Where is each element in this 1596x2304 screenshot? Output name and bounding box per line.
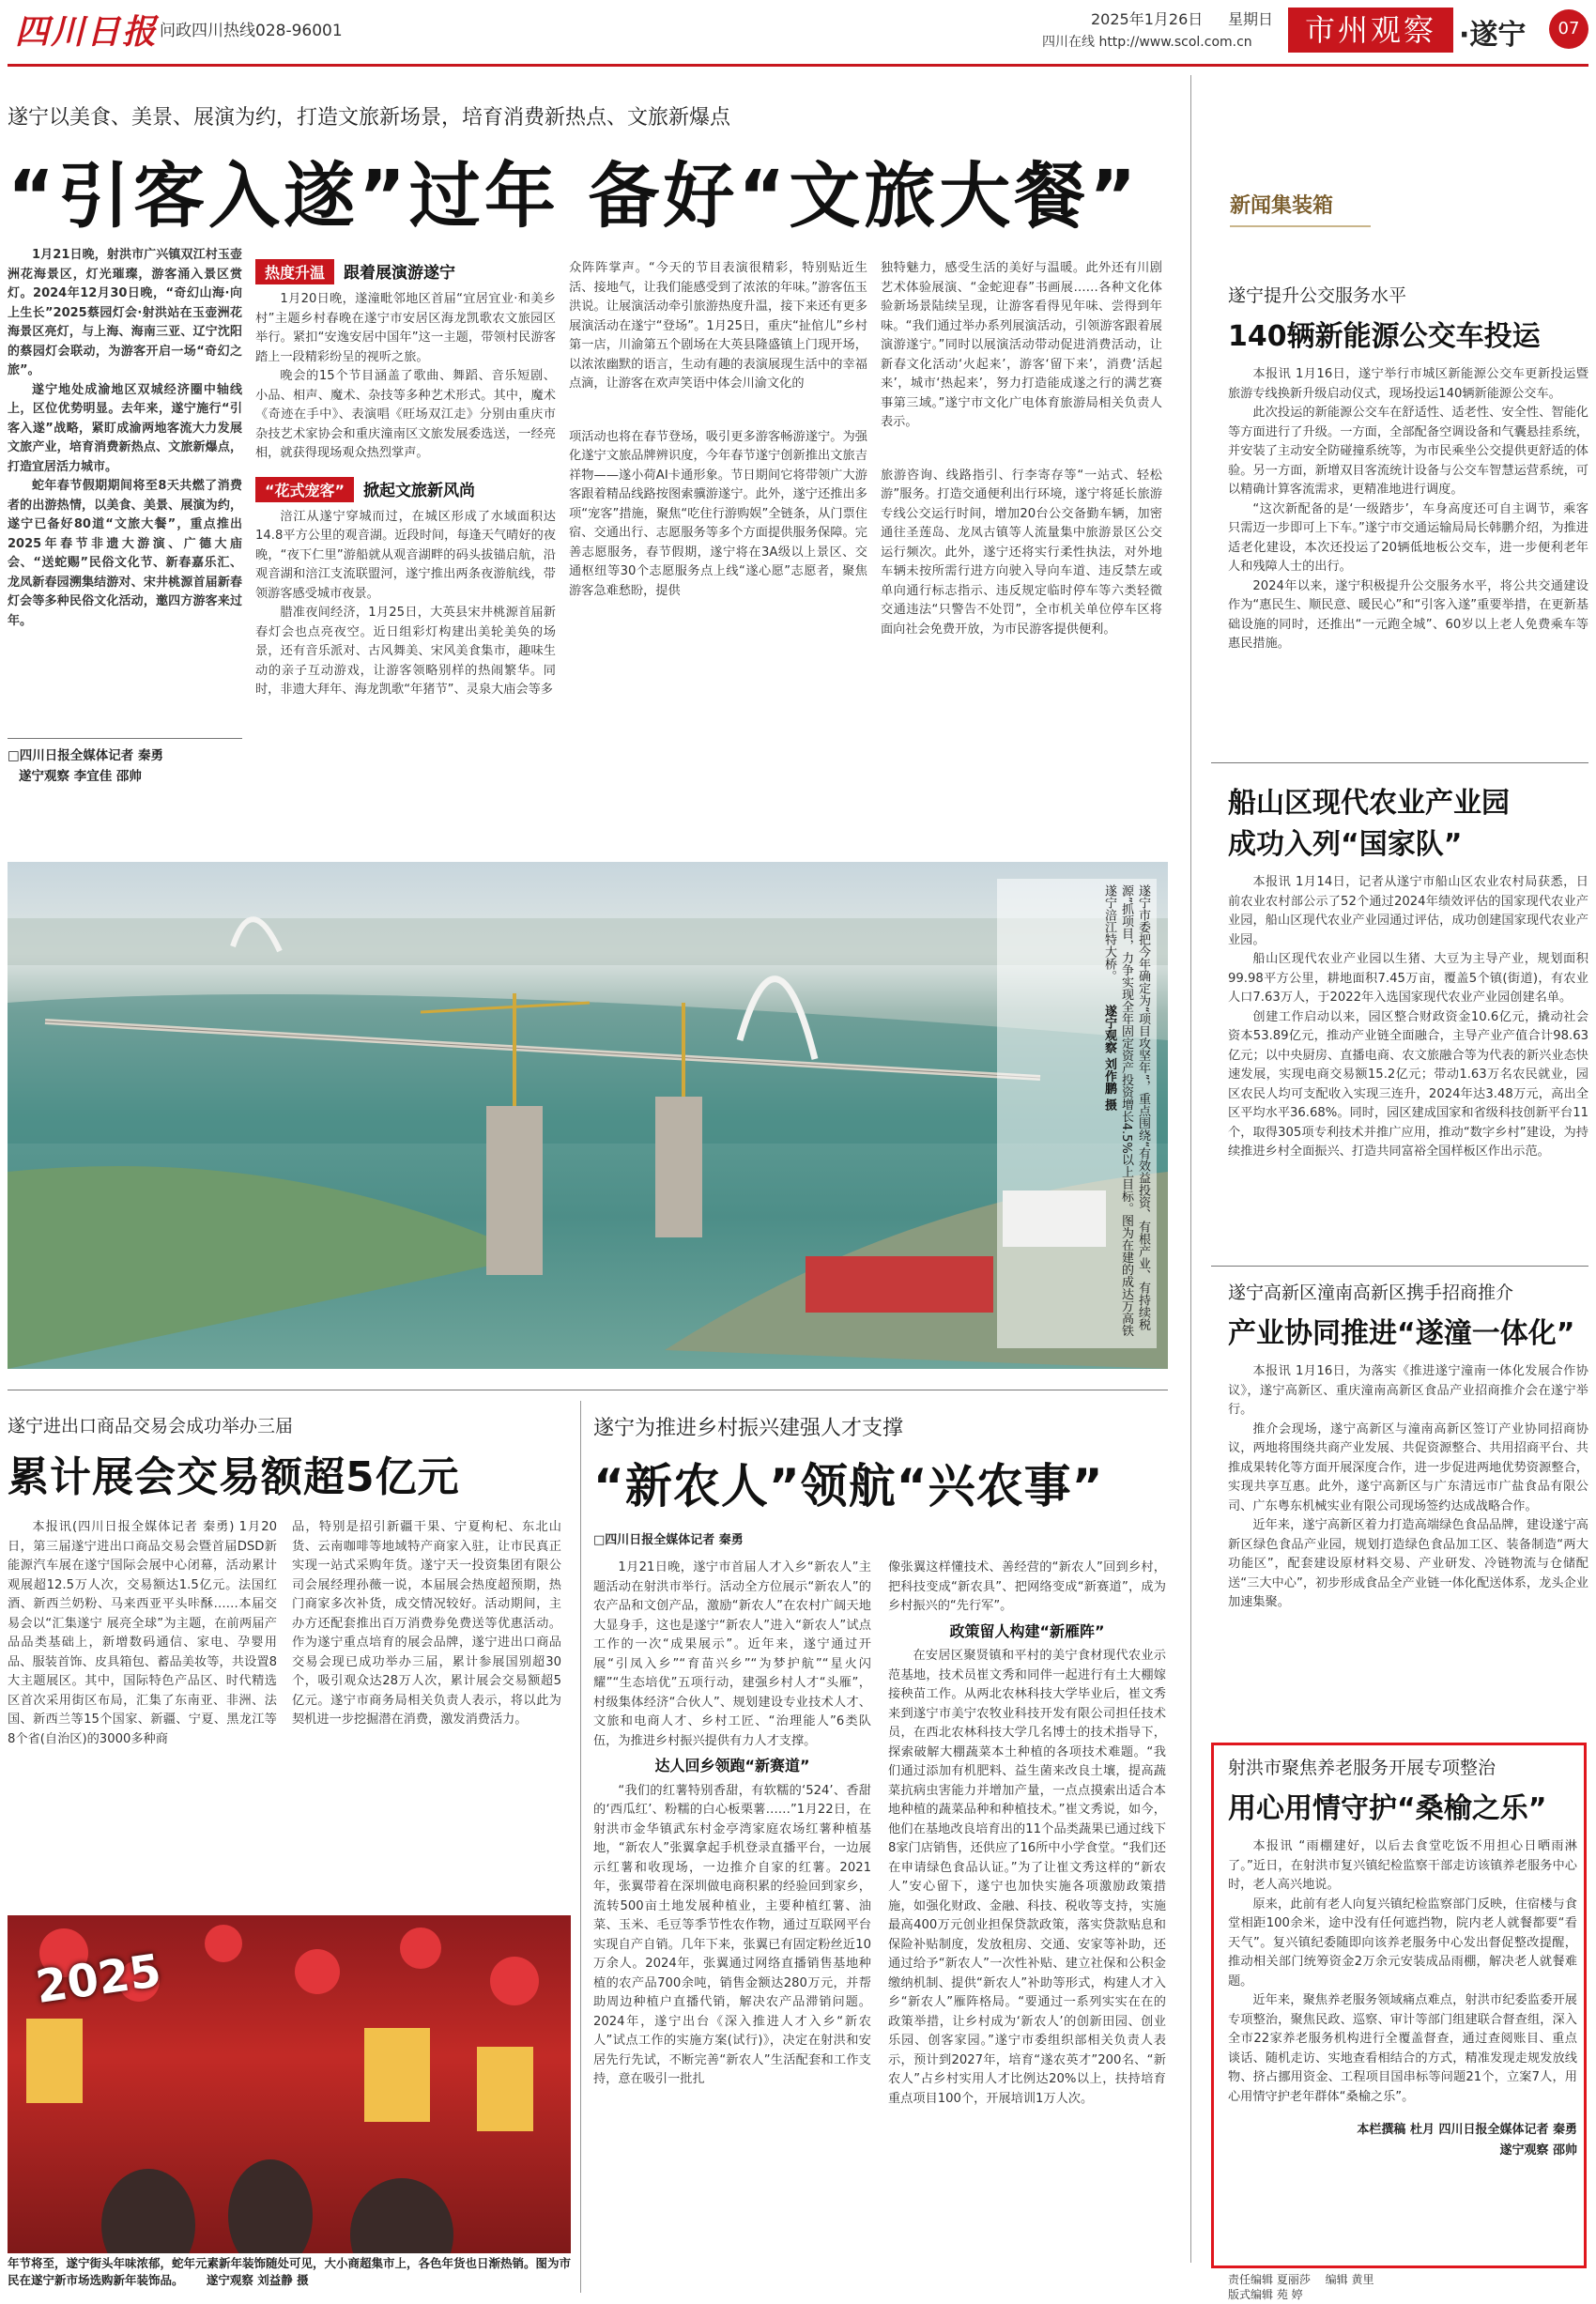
section-name: 市州观察 <box>1288 8 1453 53</box>
photo-caption <box>997 879 1157 1348</box>
editor-line: 版式编辑 苑 婷 <box>1228 2288 1303 2301</box>
editor-line: 编辑 黄里 <box>1325 2273 1374 2286</box>
lead-kicker: 遂宁以美食、美景、展演为约，打造文旅新场景，培育消费新热点、文旅新爆点 <box>8 106 731 130</box>
newspaper-logo: 四川日报 <box>15 12 159 52</box>
story-kicker: 遂宁高新区潼南高新区携手招商推介 <box>1228 1283 1514 1303</box>
story-title: 140辆新能源公交车投运 <box>1228 320 1541 353</box>
editor-line: 责任编辑 夏丽莎 <box>1228 2273 1311 2286</box>
column-divider <box>1190 75 1191 2263</box>
section-label: “花式宠客” <box>255 477 354 502</box>
lead-byline <box>8 745 242 787</box>
farmer-story <box>593 1412 1168 2109</box>
side-story-agri-park <box>1228 779 1588 1162</box>
story-title: 船山区现代农业产业园成功入列“国家队” <box>1228 787 1510 861</box>
paragraph: 本报讯 1月14日，记者从遂宁市船山区农业农村局获悉，日前农业农村部公示了52个通过2024年绩效评估的国家现代农业产业园，船山区现代农业产业园通过评估，成功创建国家现代农业产业园。 <box>1228 875 1588 947</box>
new-year-market-photo <box>8 1915 571 2267</box>
story-kicker: 遂宁为推进乡村振兴建强人才支撑 <box>593 1417 904 1440</box>
side-story-hightech <box>1228 1279 1588 1613</box>
editor-credits <box>1228 2272 1588 2302</box>
byline-line: 遂宁观察 李宜佳 邵帅 <box>19 769 142 784</box>
paragraph: 1月20日晚，遂潼毗邻地区首届“宜居宜业·和美乡村”主题乡村春晚在遂宁市安居区海龙凯歌农文旅园区举行。紧扣“安逸安居中国年”这一主题，带领村民游客踏上一段精彩纷呈的视听之旅。 <box>255 292 556 364</box>
paragraph: 近年来，聚焦养老服务领域痛点难点，射洪市纪委监委开展专项整治，聚焦民政、巡察、审计等部门组建联合督查组，深入全市22家养老服务机构进行全覆盖督查，通过查阅账目、重点谈话、随机走访、实地查看相结合的方式，精准发现走规发放线物、挤占挪用资金、工程项目国串标等问题21个，立案7人，用心用情守护老年群体“桑榆之乐”。 <box>1228 1993 1577 2104</box>
byline-line: 遂宁观察 邵帅 <box>1499 2143 1577 2158</box>
paragraph: 像张翼这样懂技术、善经营的“新农人”回到乡村，把科技变成“新农具”、把网络变成“新赛道”，成为乡村振兴的“先行军”。 <box>888 1560 1166 1613</box>
subheading: 政策留人构建“新雁阵” <box>949 1621 1105 1640</box>
story-title: 产业协同推进“遂潼一体化” <box>1228 1317 1575 1350</box>
paragraph: 在安居区聚贤镇和平村的美宁食材现代农业示范基地，技术员崔文秀和同伴一起进行有土大棚嫁接秧苗工作。从两北农林科技大学毕业后，崔文秀来到遂宁市美宁农牧业科技开发有限公司担任技术员，在西北农林科技大学几名博士的技术指导下，探索破解大棚蔬菜本土种植的各项技术难题。“我们通过添加有机肥料、益生菌来改良土壤，提高蔬菜抗病虫害能力并增加产量，一点点摸索出适合本地种植的蔬菜品种和种植技术。”崔文秀说，如今，他们在基地改良培育出的11个品类蔬果已通过线下8家门店销售，还供应了16所中小学食堂。“我们还在申请绿色食品认证。”为了让崔文秀这样的“新农人”安心留下，遂宁也加快实施各项激励政策措施，如强化财政、金融、科技、税收等支持，实施最高400万元创业担保贷款政策，落实贷款贴息和保险补贴制度，发放租房、交通、安家等补助，还通过给予“新农人”一次性补贴、建立社保和公积金缴纳机制、提供“新农人”补助等形式，构建人才入乡“新农人”雁阵格局。“要通过一系列实实在在的政策举措，让乡村成为‘新农人’的创新田园、创业乐园、创客家园。”遂宁市委组织部相关负责人表示，预计到2027年，培育“遂农英才”200名、“新农人”占乡村实用人才比例达20%以上，扶持培育重点项目100个，开展培训1万人次。 <box>888 1649 1166 2106</box>
paragraph: 1月21日晚，遂宁市首届人才入乡“新农人”主题活动在射洪市举行。活动全方位展示“新农人”的农产品和文创产品，激励“新农人”在农村广阔天地大显身手，这也是遂宁“新农人”进入“新农人”试点工作的一次“成果展示”。近年来，遂宁通过开展“引凤入乡”“育苗兴乡”“为梦护航”“星火闪耀”“生态培优”五项行动，建强乡村人才“头雁”，村级集体经济“合伙人”、规划建设专业技术人才、文旅和电商人才、乡村工匠、“治理能人”6类队伍，为推进乡村振兴提供有力人才支撑。 <box>593 1560 871 1748</box>
photo-credit: 遂宁观察 刘益静 摄 <box>206 2273 309 2287</box>
lead-intro-column <box>8 246 242 631</box>
paragraph: 本报讯(四川日报全媒体记者 秦勇) 1月20日，第三届遂宁进出口商品交易会暨首届DSD新能源汽车展在遂宁国际会展中心闭幕，活动累计观展超12.5万人次，交易额达1.5亿元。法国红酒、新西兰奶粉、马来西亚平头咔酥……本届交易会以“汇集遂宁 展亮全球”为主题，在前两届产品品类基础上，新增数码通信、家电、孕婴用品、服装首饰、皮具箱包、蓄品美妆等，共设置8大主题展区。其中，国际特色产品区、时代精选区首次采用街区布局，汇集了东南亚、非洲、法国、新西兰等15个国家、新疆、宁夏、黑龙江等8个省(自治区)的3000多种商 <box>8 1520 277 1746</box>
news-container-header: 新闻集装箱 <box>1230 188 1371 227</box>
story-kicker: 射洪市聚焦养老服务开展专项整治 <box>1228 1758 1496 1778</box>
photo-caption <box>8 2253 571 2289</box>
caption-text: 年节将至，遂宁街头年味浓郁，蛇年元素新年装饰随处可见，大小商超集市上，各色年货也日渐热销。图为市民在遂宁新市场选购新年装饰品。 <box>8 2256 572 2287</box>
expo-story <box>8 1412 561 1749</box>
caption-text: 遂宁市委把今年确定为“项目攻坚年”，重点围绕“有效益投资、有根产业、有持续税源”抓项目，力争实现全年固定资产投资增长4.5%以上目标。图为在建的成达万高铁遂宁涪江特大桥。 <box>1102 884 1150 1337</box>
paragraph: 项活动也将在春节登场，吸引更多游客畅游遂宁。为强化遂宁文旅品牌辨识度，今年春节遂宁创新推出文旅吉祥物——遂小荷AI卡通形象。节日期间它将带领广大游客跟着精品线路按图索骥游遂宁。此外，遂宁还推出多项“宠客”措施，聚焦“吃住行游购娱”全链条，从门票住宿、交通出行、志愿服务等多个方面提供服务保障。完善志愿服务，春节假期，遂宁将在3A级以上景区、交通枢纽等30个志愿服务点上线“遂心愿”志愿者，聚焦游客急难愁盼，提供 <box>569 429 867 598</box>
paragraph: 2024年以来，遂宁积极提升公交服务水平，将公共交通建设作为“惠民生、顺民意、暖民心”和“引客入遂”重要举措，在更新基础设施的同时，还推出“一元跑全城”、60岁以上老人免费乘车等惠民措施。 <box>1228 578 1588 651</box>
photo-credit: 遂宁观察 刘作鹏 摄 <box>1102 1005 1116 1112</box>
section-title: 跟着展演游遂宁 <box>344 264 456 283</box>
paragraph: 本报讯 “雨棚建好，以后去食堂吃饭不用担心日晒雨淋了。”近日，在射洪市复兴镇纪检监察干部走访该镇养老服务中心时，老人高兴地说。 <box>1228 1839 1577 1892</box>
weekday: 星期日 <box>1228 10 1274 28</box>
divider <box>1211 762 1588 763</box>
subheading: 达人回乡领跑“新赛道” <box>654 1757 810 1774</box>
story-title: “新农人”领航“兴农事” <box>593 1459 1104 1513</box>
paragraph: “这次新配备的是‘一级踏步’，车身高度还可自主调节，乘客只需迈一步即可上下车。”遂宁市交通运输局局长韩鹏介绍，为推进适老化建设，本次还投运了20辆低地板公交车，进一步便利老年人和残障人士的出行。 <box>1228 501 1588 574</box>
masthead <box>0 0 1596 60</box>
story-title: 用心用情守护“桑榆之乐” <box>1228 1792 1547 1825</box>
story-title: 累计展会交易额超5亿元 <box>8 1453 460 1501</box>
paragraph: 本报讯 1月16日，为落实《推进遂宁潼南一体化发展合作协议》，遂宁高新区、重庆潼南高新区食品产业招商推介会在遂宁举行。 <box>1228 1364 1588 1417</box>
story-kicker: 遂宁提升公交服务水平 <box>1228 285 1407 306</box>
bridge-aerial-photo <box>8 862 1168 1369</box>
lead-col-2 <box>255 259 556 700</box>
divider <box>1211 1266 1588 1267</box>
decoration-sign: 2025 <box>32 1943 164 2015</box>
masthead-rule <box>8 64 1588 67</box>
lead-intro-para: 蛇年春节假期期间将至8天共燃了消费者的出游热情，以美食、美景、展演为约，遂宁已备好80道“文旅大餐”，重点推出2025年春节非遗大游演、广德大庙会、“送蛇赐”民俗文化节、新春嘉乐汇、龙凤新春园溯集结游对、宋井桃源首届新春灯会等多种民俗文化活动，邀四方游客来过年。 <box>8 479 242 628</box>
section-label: 热度升温 <box>255 259 334 284</box>
side-story-bus <box>1228 282 1588 654</box>
lead-headline: “引客入遂”过年 备好“文旅大餐” <box>8 154 1141 238</box>
paragraph: 品，特别是招引新疆干果、宁夏枸杞、东北山货、云南咖啡等地域特产商家入驻，让市民真正实现一站式采购年货。遂宁天一投资集团有限公司会展经理孙薇一说，本届展会热度超预期，热门商家多次补货，成交情况较好。活动期间，主办方还配套推出百万消费券免费送等优惠活动。作为遂宁重点培育的展会品牌，遂宁进出口商品交易会现已成功举办三届，累计参展国别超30个，吸引观众达28万人次，累计展会交易额超5亿元。遂宁市商务局相关负责人表示，将以此为契机进一步挖掘潜在消费，激发消费活力。 <box>292 1520 561 1727</box>
byline: □四川日报全媒体记者 秦勇 <box>593 1533 744 1547</box>
page-number: 07 <box>1549 9 1588 49</box>
hotline: 问政四川热线028-96001 <box>160 22 343 40</box>
paragraph: 本报讯 1月16日，遂宁举行市城区新能源公交车更新投运暨旅游专线换新升级启动仪式，现场投运140辆新能源公交车。 <box>1228 367 1588 401</box>
website: 四川在线 http://www.scol.com.cn <box>1042 35 1252 50</box>
issue-date: 2025年1月26日 <box>1091 10 1204 28</box>
lead-intro-para: 遂宁地处成渝地区双城经济圈中轴线上，区位优势明显。去年来，遂宁施行“引客入遂”战略，紧盯成渝两地客流大力发展文旅产业，培育消费新热点、文旅新爆点，打造宜居活力城市。 <box>8 382 242 474</box>
lead-col-4 <box>881 259 1162 639</box>
section-title: 掀起文旅新风尚 <box>363 481 476 500</box>
column-divider <box>580 1401 581 2293</box>
side-story-elderly <box>1228 1754 1577 2161</box>
paragraph: 众阵阵掌声。“今天的节目表演很精彩，特别贴近生活、接地气，让我们能感受到了浓浓的年味。”游客伍玉洪说。让展演活动牵引旅游热度升温，接下来还有更多展演活动在遂宁“登场”。1月25日，重庆“扯倌儿”乡村第一店，川渝第五个剧场在大英县隆盛镇上门现开场，以浓浓幽默的语言，生动有趣的表演展现生活中的幸福点滴，让游客在欢声笑语中体会川渝文化的 <box>569 261 867 391</box>
city-name: ·遂宁 <box>1459 19 1527 52</box>
paragraph: 此次投运的新能源公交车在舒适性、适老性、安全性、智能化等方面进行了升级。一方面，全部配备空调设备和气囊悬挂系统，并安装了主动安全防碰撞系统等，为市民乘坐公交提供更舒适的体验。另一方面，新增双目客流统计设备与公交车智慧运营系统，可以精确计算客流需求，更精准地进行调度。 <box>1228 406 1588 497</box>
story-kicker: 遂宁进出口商品交易会成功举办三届 <box>8 1416 294 1436</box>
paragraph: 腊准夜间经济，1月25日，大英县宋井桃源首届新春灯会也点亮夜空。近日组彩灯构建出美轮美奂的场景，还有音乐派对、古风舞美、宋风美食集市，趣味生动的亲子互动游戏，让游客领略别样的热闹繁华。同时，非遗大拜年、海龙凯歌“年猪节”、灵泉大庙会等多 <box>255 606 556 697</box>
lead-intro-para: 1月21日晚，射洪市广兴镇双江村玉壶洲花海景区，灯光璀璨，游客涌入景区赏灯。2024年12月30日晚，“奇幻山海·向上生长”2025蔡园灯会·射洪站在玉壶洲花海景区亮灯，与上海、海南三亚、辽宁沈阳的蔡园灯会联动，为游客开启一场“奇幻之旅”。 <box>8 248 242 377</box>
paragraph: “我们的红薯特别香甜，有软糯的‘524’、香甜的‘西瓜红’、粉糯的白心板栗薯……”1月22日，在射洪市金华镇武东村金亭湾家庭农场红薯种植基地，“新农人”张翼拿起手机登录直播平台，一边展示红薯和收现场，一边推介自家的红薯。2021年，张翼带着在深圳做电商积累的经验回到家乡，流转500亩土地发展种植业，主要种植红薯、油菜、玉米、毛豆等季节性农作物，通过互联网平台实现自产自销。几年下来，张翼已有固定粉丝近10万余人。2024年，张翼通过网络直播销售基地种植的农产品700余吨，销售金额达280万元，并帮助周边种植户直播代销，解决农产品滞销问题。2024年，遂宁出台《深入推进人才入乡“新农人”试点工作的实施方案(试行)》，决定在射洪和安居先行先试，不断完善“新农人”生活配套和工作支持，意在吸引一批扎 <box>593 1783 871 2086</box>
paragraph: 原来，此前有老人向复兴镇纪检监察部门反映，住宿楼与食堂相距100余米，途中没有任何遮挡物，院内老人就餐都要“看天气”。复兴镇纪委随即向该养老服务中心发出督促整改提醒，推动相关部门统筹资金2万余元安装成品雨棚，解决老人就餐难题。 <box>1228 1897 1577 1989</box>
divider <box>8 738 242 739</box>
paragraph: 推介会现场，遂宁高新区与潼南高新区签订产业协同招商协议，两地将围绕共商产业发展、共促资源整合、共用招商平台、共推成果转化等方面开展深度合作，进一步促进两地优势资源整合，实现共享互惠。此外，遂宁高新区与广东清远市广盐食品有限公司、广东粤东机械实业有限公司现场签约达成战略合作。 <box>1228 1421 1588 1513</box>
paragraph: 船山区现代农业产业园以生猪、大豆为主导产业，规划面积99.98平方公里，耕地面积7.45万亩，覆盖5个镇(街道)，有农业人口7.63万人，于2022年入选国家现代农业产业园创建名单。 <box>1228 952 1588 1005</box>
paragraph: 涪江从遂宁穿城而过，在城区形成了水域面积达14.8平方公里的观音湖。近段时间，每逢天气晴好的夜晚，“夜下仁里”游船就从观音湖畔的码头拔锚启航，沿观音湖和涪江支流联盟河，遂宁推出两条夜游航线，带领游客感受城市夜景。 <box>255 509 556 601</box>
byline-line: 本栏撰稿 杜月 四川日报全媒体记者 秦勇 <box>1357 2123 1577 2137</box>
paragraph: 晚会的15个节目涵盖了歌曲、舞蹈、音乐短剧、小品、相声、魔术、杂技等多种艺术形式。其中，魔术《奇迹在手中》、表演唱《旺场双江走》分别由重庆市杂技艺术家协会和重庆潼南区文旅发展委选送，一经亮相，就获得现场观众热烈掌声。 <box>255 369 556 460</box>
byline-line: □四川日报全媒体记者 秦勇 <box>8 748 163 763</box>
paragraph: 独特魅力，感受生活的美好与温暖。此外还有川剧艺术体验展演、“金蛇迎春”书画展……各种文化体验新场景陆续呈现，让游客看得见年味、尝得到年味。“我们通过举办系列展演活动，引领游客跟着展演游遂宁。”同时以展演活动带动促进消费活动，让新春文化活动‘火起来’，游客‘留下来’，消费‘活起来’，城市‘热起来’，努力打造能成遂之行的满艺赛事第三域。”遂宁市文化广电体育旅游局相关负责人表示。 <box>881 261 1162 429</box>
paragraph: 近年来，遂宁高新区着力打造高端绿色食品品牌，建设遂宁高新区绿色食品产业园，规划打造绿色食品加工区、装备制造“两大功能区”，配套建设原材料交易、产业研发、冷链物流与仓储配送“三大中心”，初步形成食品全产业链一体化配送体系，龙头企业加速集聚。 <box>1228 1518 1588 1609</box>
lead-col-3 <box>569 259 867 601</box>
paragraph: 创建工作启动以来，园区整合财政资金10.6亿元，撬动社会资本53.89亿元，推动产业链全面融合，主导产业产值合计98.63亿元；以中央厨房、直播电商、农文旅融合等为代表的新兴业态快速发展，实现电商交易额15.2亿元；带动1.63万名农民就业，园区农民人均可支配收入实现三连升，2024年达3.48万元，高出全区平均水平36.68%。同时，园区建成国家和省级科技创新平台11个，取得305项专利技术并推广应用，推动“数字乡村”建设，为持续推进乡村全面振兴、打造共同富裕全国样板区作出示范。 <box>1228 1009 1588 1159</box>
paragraph: 旅游咨询、线路指引、行李寄存等“一站式、轻松游”服务。打造交通便利出行环境，遂宁将延长旅游专线公交运行时间，增加20台公交备勤车辆，加密通往圣莲岛、龙凤古镇等人流量集中旅游景区公交运行频次。此外，遂宁还将实行柔性执法，对外地车辆未按所需行进方向驶入导向车道、违反禁左或单向通行标志指示、违反规定临时停车等六类轻微交通违法“只警告不处罚”，全市机关单位停车区将面向社会免费开放，为市民游客提供便利。 <box>881 468 1162 637</box>
